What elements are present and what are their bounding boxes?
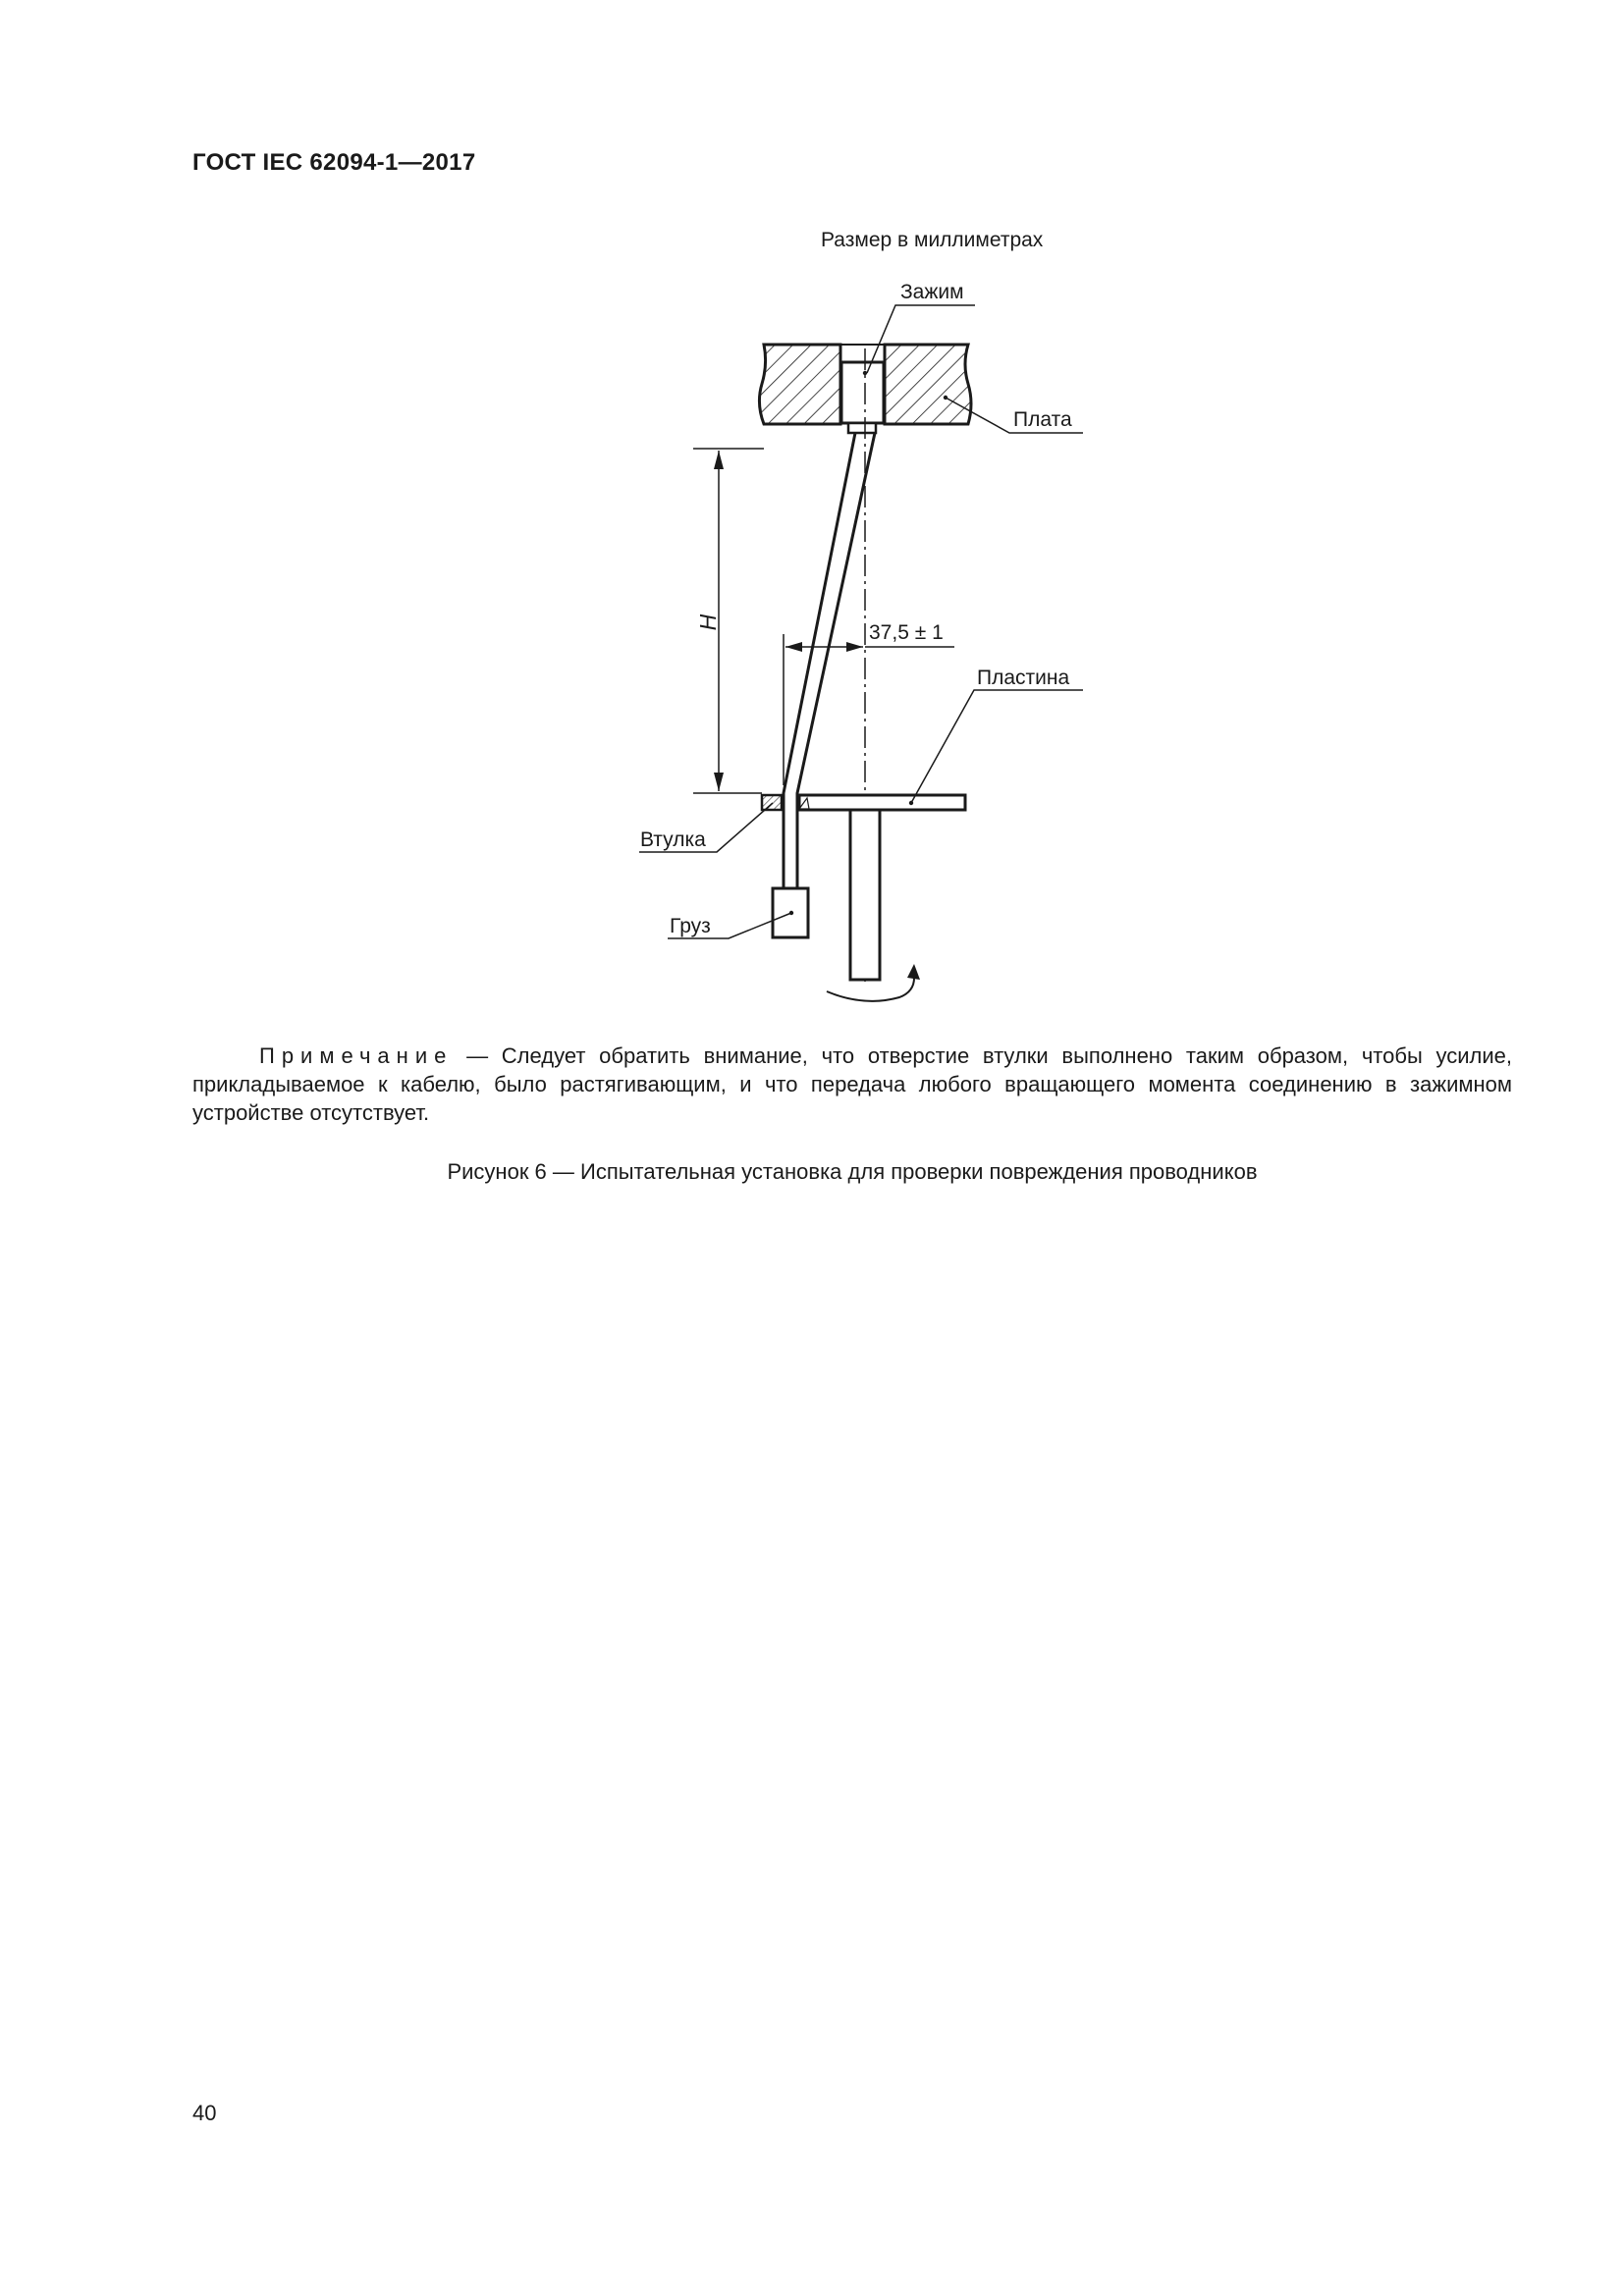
figure-note <box>192 1041 1512 1127</box>
page-number: 40 <box>192 2101 217 2125</box>
height-label: H <box>695 614 721 631</box>
offset-label: 37,5 ± 1 <box>869 621 944 644</box>
clamp <box>841 362 884 433</box>
document-header: ГОСТ IEC 62094-1—2017 <box>192 149 476 176</box>
note-text: — Следует обратить внимание, что отверстие втулки выполнено таким образом, чтобы усилие, прикладываемое к кабелю, было растягивающим, и что передача любого вращающего момента соединению в зажимном устройстве отсутствует. <box>192 1043 1512 1125</box>
clamp-label: Зажим <box>900 281 964 303</box>
plate-label: Пластина <box>977 667 1070 689</box>
weight-label: Груз <box>670 915 711 937</box>
bushing-label: Втулка <box>640 828 706 851</box>
figure-caption: Рисунок 6 — Испытательная установка для проверки повреждения проводников <box>447 1159 1258 1184</box>
plate <box>799 795 965 980</box>
units-note: Размер в миллиметрах <box>821 229 1044 251</box>
test-setup-figure <box>0 0 1624 1041</box>
board-label: Плата <box>1013 408 1072 431</box>
bushing <box>762 795 782 810</box>
note-label: Примечание <box>259 1043 454 1068</box>
